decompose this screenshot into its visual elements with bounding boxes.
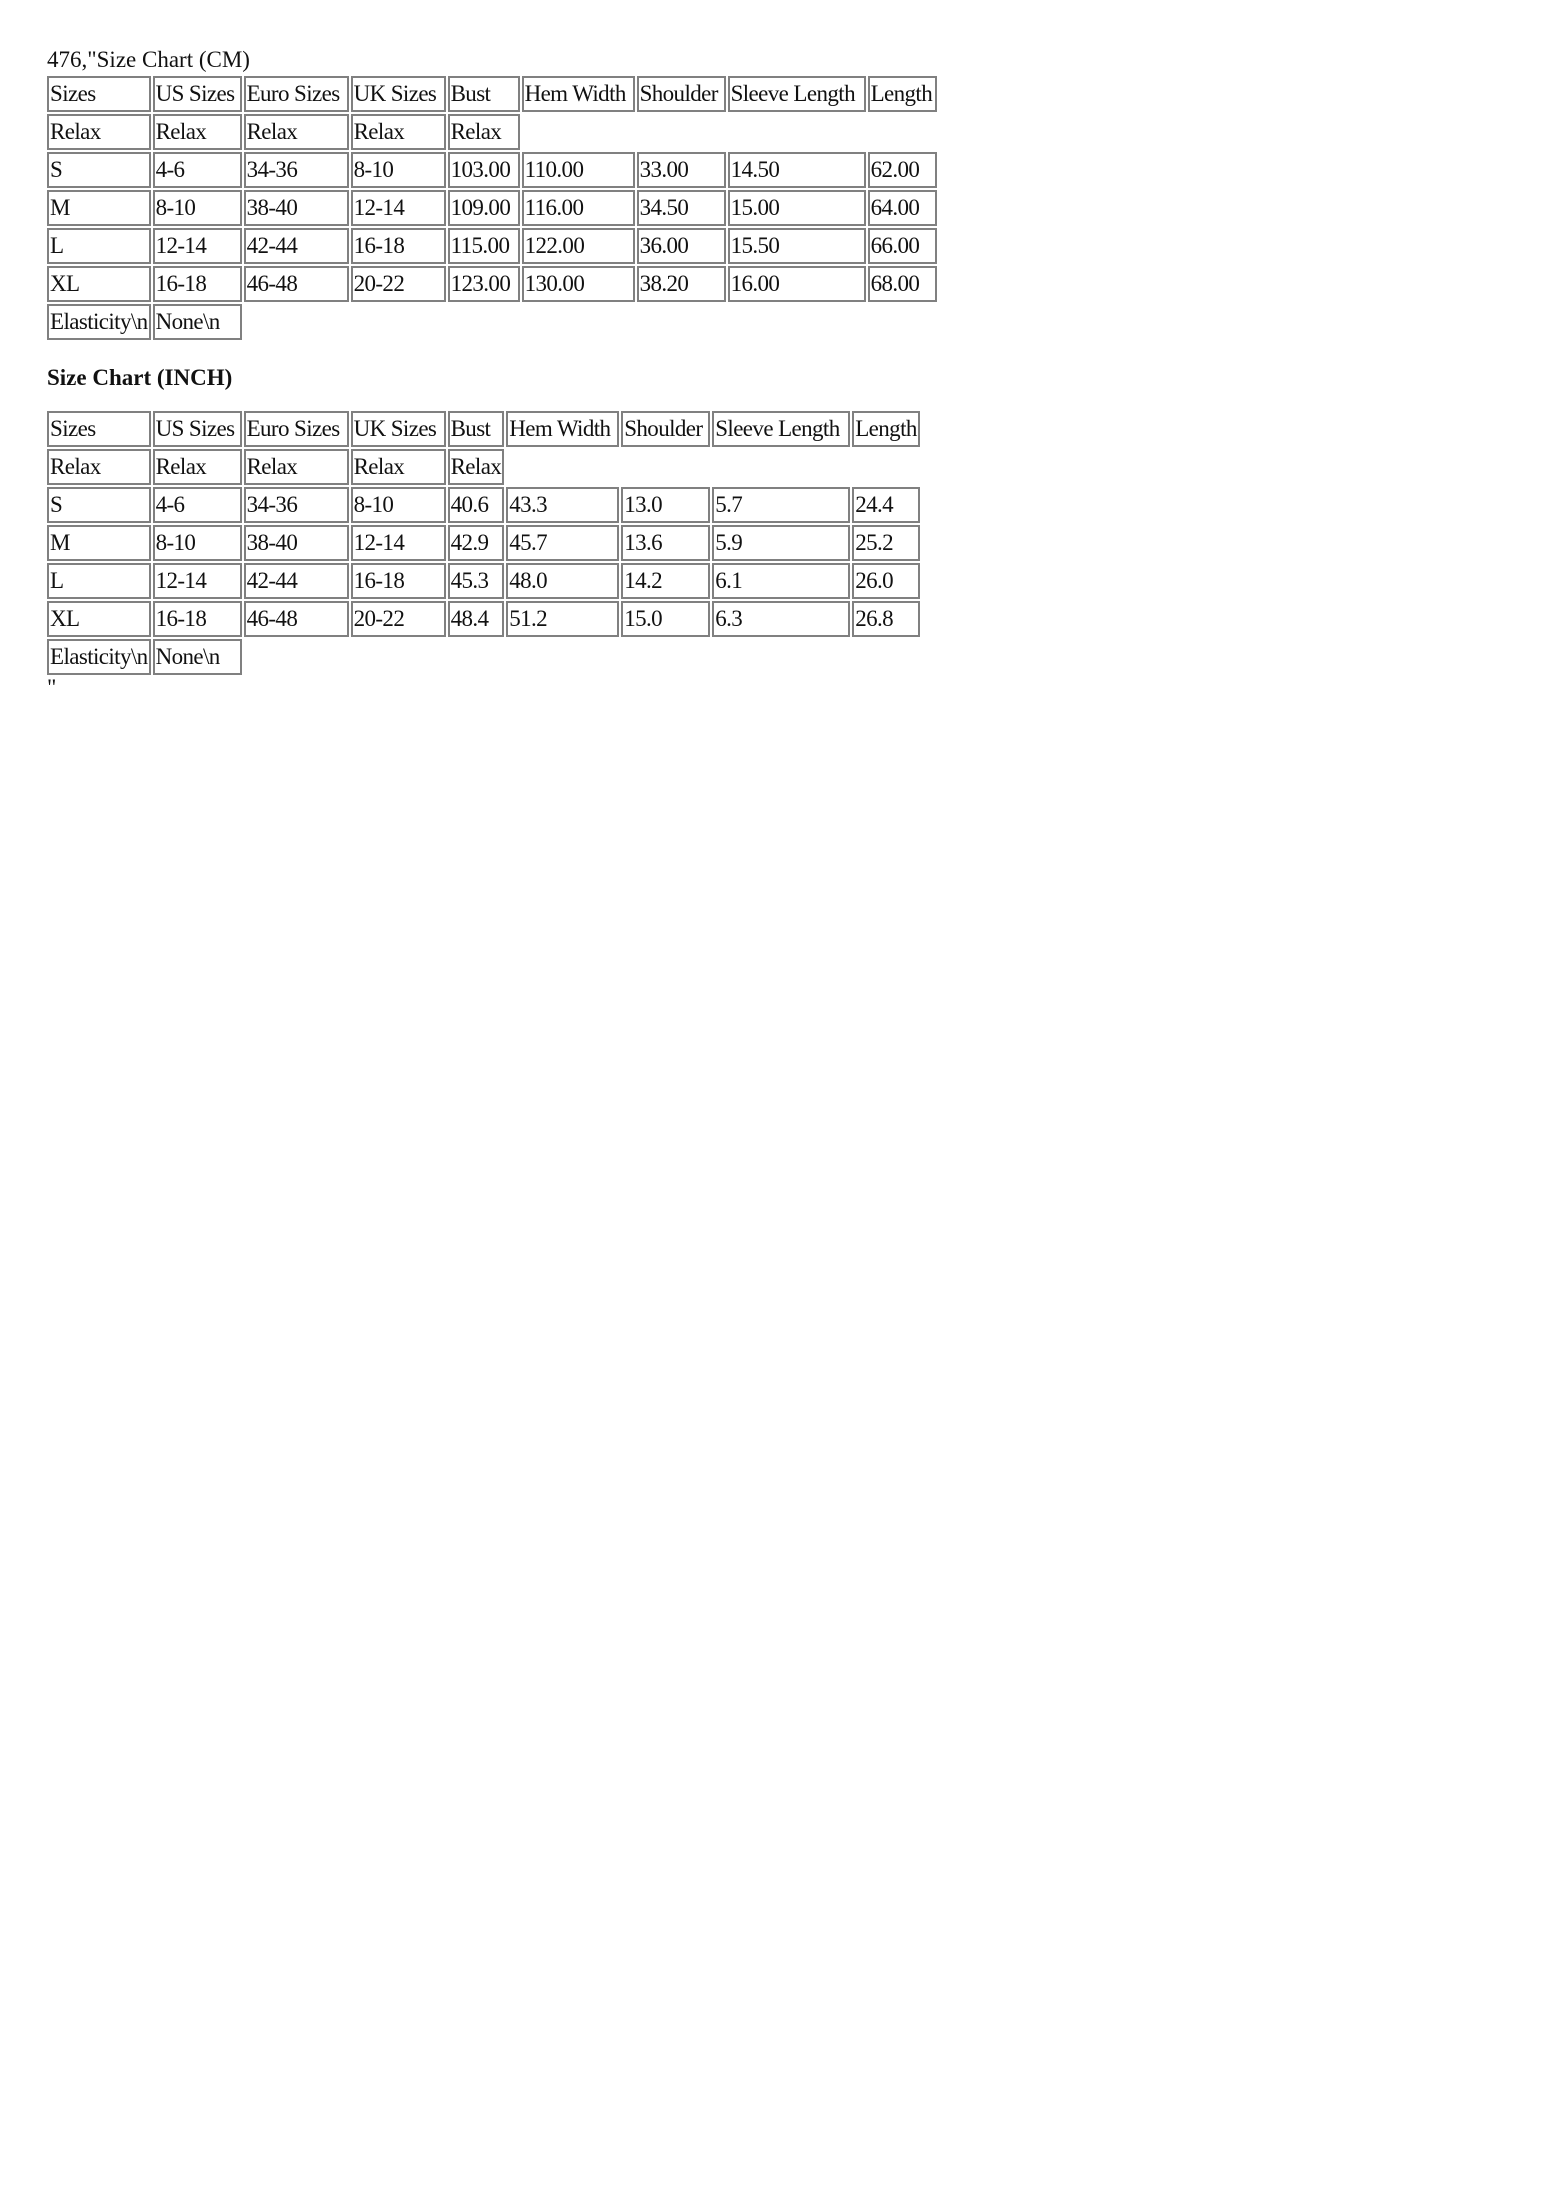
header-cell: US Sizes bbox=[153, 411, 242, 447]
table-cell: 46-48 bbox=[244, 266, 349, 302]
table-cell: Relax bbox=[153, 114, 242, 150]
table-cell: 6.1 bbox=[712, 563, 850, 599]
table-row bbox=[47, 228, 937, 264]
header-cell: Sizes bbox=[47, 76, 151, 112]
table-cell: Relax bbox=[244, 449, 349, 485]
table-cell: Relax bbox=[448, 114, 520, 150]
table-cell: 4-6 bbox=[153, 152, 242, 188]
table-cell: 109.00 bbox=[448, 190, 520, 226]
closing-quote: " bbox=[47, 675, 57, 700]
inch-chart-heading: Size Chart (INCH) bbox=[47, 365, 233, 390]
table-cell: Relax bbox=[47, 114, 151, 150]
header-cell: Sizes bbox=[47, 411, 151, 447]
table-cell: 62.00 bbox=[868, 152, 937, 188]
table-cell: 42-44 bbox=[244, 228, 349, 264]
table-cell: M bbox=[47, 525, 151, 561]
table-cell: 42.9 bbox=[448, 525, 505, 561]
table-cell: 12-14 bbox=[351, 190, 446, 226]
header-cell: Sleeve Length bbox=[728, 76, 866, 112]
table-cell: Relax bbox=[47, 449, 151, 485]
table-cell: 45.7 bbox=[506, 525, 619, 561]
table-cell: 12-14 bbox=[153, 228, 242, 264]
header-cell: Hem Width bbox=[522, 76, 635, 112]
table-cell: 15.0 bbox=[621, 601, 710, 637]
table-cell: 42-44 bbox=[244, 563, 349, 599]
table-row bbox=[47, 563, 920, 599]
table-cell: S bbox=[47, 152, 151, 188]
table-row bbox=[47, 525, 920, 561]
table-cell: 16.00 bbox=[728, 266, 866, 302]
size-chart-inch-table bbox=[45, 409, 922, 677]
table-cell: 14.50 bbox=[728, 152, 866, 188]
relax-row bbox=[47, 114, 937, 150]
table-cell: Relax bbox=[153, 449, 242, 485]
table-cell: 24.4 bbox=[852, 487, 920, 523]
table-row bbox=[47, 266, 937, 302]
empty-cell bbox=[522, 114, 937, 150]
table-cell: 68.00 bbox=[868, 266, 937, 302]
table-cell: 110.00 bbox=[522, 152, 635, 188]
header-cell: Sleeve Length bbox=[712, 411, 850, 447]
table-cell: 5.7 bbox=[712, 487, 850, 523]
elasticity-row bbox=[47, 304, 937, 340]
table-cell: 16-18 bbox=[351, 228, 446, 264]
table-cell: 48.0 bbox=[506, 563, 619, 599]
table-cell: 8-10 bbox=[351, 152, 446, 188]
empty-cell bbox=[506, 449, 920, 485]
table-cell: 51.2 bbox=[506, 601, 619, 637]
table-cell: 12-14 bbox=[351, 525, 446, 561]
table-cell: Relax bbox=[351, 114, 446, 150]
table-cell: XL bbox=[47, 601, 151, 637]
table-cell: L bbox=[47, 563, 151, 599]
table-cell: 122.00 bbox=[522, 228, 635, 264]
table-cell: 15.00 bbox=[728, 190, 866, 226]
table-cell: M bbox=[47, 190, 151, 226]
table-cell: 103.00 bbox=[448, 152, 520, 188]
table-cell: 20-22 bbox=[351, 601, 446, 637]
table-cell: 43.3 bbox=[506, 487, 619, 523]
table-cell: 64.00 bbox=[868, 190, 937, 226]
table-cell: 46-48 bbox=[244, 601, 349, 637]
table-header-row bbox=[47, 411, 920, 447]
empty-cell bbox=[244, 639, 920, 675]
table-cell: XL bbox=[47, 266, 151, 302]
size-chart-cm-table bbox=[45, 74, 939, 342]
table-cell: 34-36 bbox=[244, 152, 349, 188]
table-cell: None\n bbox=[153, 639, 242, 675]
table-cell: 36.00 bbox=[637, 228, 726, 264]
table-cell: 26.8 bbox=[852, 601, 920, 637]
table-cell: 20-22 bbox=[351, 266, 446, 302]
table-cell: 130.00 bbox=[522, 266, 635, 302]
header-cell: Length bbox=[852, 411, 920, 447]
table-cell: 116.00 bbox=[522, 190, 635, 226]
table-cell: Relax bbox=[448, 449, 505, 485]
table-cell: 33.00 bbox=[637, 152, 726, 188]
table-cell: 40.6 bbox=[448, 487, 505, 523]
header-cell: UK Sizes bbox=[351, 411, 446, 447]
table-cell: 34.50 bbox=[637, 190, 726, 226]
table-cell: Relax bbox=[244, 114, 349, 150]
header-cell: Euro Sizes bbox=[244, 411, 349, 447]
table-header-row bbox=[47, 76, 937, 112]
header-cell: Hem Width bbox=[506, 411, 619, 447]
header-cell: Euro Sizes bbox=[244, 76, 349, 112]
table-cell: 25.2 bbox=[852, 525, 920, 561]
table-cell: L bbox=[47, 228, 151, 264]
header-cell: US Sizes bbox=[153, 76, 242, 112]
table-cell: 8-10 bbox=[153, 525, 242, 561]
table-cell: 8-10 bbox=[351, 487, 446, 523]
table-cell: 4-6 bbox=[153, 487, 242, 523]
table-row bbox=[47, 487, 920, 523]
table-cell: 123.00 bbox=[448, 266, 520, 302]
table-cell: 13.0 bbox=[621, 487, 710, 523]
header-cell: UK Sizes bbox=[351, 76, 446, 112]
table-cell: 38-40 bbox=[244, 190, 349, 226]
table-cell: None\n bbox=[153, 304, 242, 340]
table-row bbox=[47, 152, 937, 188]
table-cell: 48.4 bbox=[448, 601, 505, 637]
table-cell: 13.6 bbox=[621, 525, 710, 561]
table-cell: 16-18 bbox=[351, 563, 446, 599]
table-cell: Elasticity\n bbox=[47, 304, 151, 340]
empty-cell bbox=[244, 304, 937, 340]
table-cell: Relax bbox=[351, 449, 446, 485]
table-cell: Elasticity\n bbox=[47, 639, 151, 675]
table-cell: 115.00 bbox=[448, 228, 520, 264]
table-cell: 66.00 bbox=[868, 228, 937, 264]
table-cell: 14.2 bbox=[621, 563, 710, 599]
elasticity-row bbox=[47, 639, 920, 675]
table-cell: 6.3 bbox=[712, 601, 850, 637]
relax-row bbox=[47, 449, 920, 485]
document-first-line: 476,"Size Chart (CM) bbox=[47, 47, 250, 72]
table-cell: 38.20 bbox=[637, 266, 726, 302]
header-cell: Shoulder bbox=[637, 76, 726, 112]
document-body bbox=[47, 46, 939, 699]
table-cell: S bbox=[47, 487, 151, 523]
table-row bbox=[47, 601, 920, 637]
header-cell: Length bbox=[868, 76, 937, 112]
table-cell: 38-40 bbox=[244, 525, 349, 561]
table-cell: 8-10 bbox=[153, 190, 242, 226]
header-cell: Shoulder bbox=[621, 411, 710, 447]
table-cell: 34-36 bbox=[244, 487, 349, 523]
header-cell: Bust bbox=[448, 411, 505, 447]
header-cell: Bust bbox=[448, 76, 520, 112]
table-row bbox=[47, 190, 937, 226]
table-cell: 15.50 bbox=[728, 228, 866, 264]
table-cell: 45.3 bbox=[448, 563, 505, 599]
table-cell: 26.0 bbox=[852, 563, 920, 599]
table-cell: 12-14 bbox=[153, 563, 242, 599]
table-cell: 16-18 bbox=[153, 266, 242, 302]
table-cell: 5.9 bbox=[712, 525, 850, 561]
table-cell: 16-18 bbox=[153, 601, 242, 637]
